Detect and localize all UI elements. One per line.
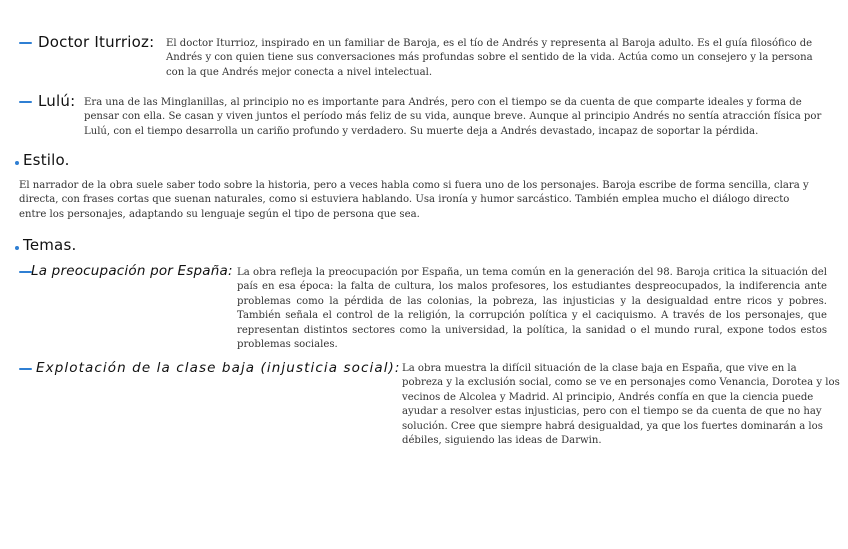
- espana-text: La obra refleja la preocupación por España, un tema común en la generación del 98. Baroja critica la situación del país en esa época: la falta de cultura, los malos profesores, los estudiantes despreocupados, la indiferencia ante problemas como la pérdida de las colonias, la pobreza, las injusticias y la desigualdad entre ricos y pobres. También señala el control de la religión, la corrupción política y el caciquismo. A través de los personajes, que representan distintos sectores como la universidad, la política, la sanidad o el mundo rural, expone todos estos problemas sociales.: [237, 267, 827, 351]
- espana-heading: La preocupación por España:: [31, 263, 233, 279]
- iturrioz-heading: Doctor Iturrioz:: [38, 33, 155, 51]
- lulu-text: Era una de las Minglanillas, al principio no es importante para Andrés, pero con el tiempo se da cuenta de que comparte ideales y forma de pensar con ella. Se casan y viven juntos el período más feliz de su vida, aunque breve. Aunque al principio Andrés no sentía atracción física por Lulú, con el tiempo desarrolla un cariño profundo y verdadero. Su muerte deja a Andrés devastado, incapaz de soportar la pérdida.: [84, 97, 822, 137]
- estilo-heading: Estilo.: [23, 151, 70, 169]
- explotacion-heading: Explotación de la clase baja (injusticia social):: [36, 360, 401, 376]
- estilo-text: El narrador de la obra suele saber todo sobre la historia, pero a veces habla como si fuera uno de los personajes. Baroja escribe de forma sencilla, clara y directa, con frases cortas que suenan naturales, como si estuviera hablando. Usa ironía y humor sarcástico. También emplea mucho el diálogo directo entre los personajes, adaptando su lenguaje según el tipo de persona que sea.: [19, 180, 809, 220]
- heading-dash: [19, 42, 32, 44]
- explotacion-text: La obra muestra la difícil situación de la clase baja en España, que vive en la pobreza y la exclusión social, como se ve en personajes como Venancia, Dorotea y los vecinos de Alcolea y Madrid. Al principio, Andrés confía en que la ciencia puede ayudar a resolver estas injusticias, pero con el tiempo se da cuenta de que no hay solución. Cree que siempre habrá desigualdad, ya que los fuertes dominarán a los débiles, siguiendo las ideas de Darwin.: [402, 363, 840, 447]
- bullet-point: [15, 161, 19, 165]
- bullet-point: [15, 246, 19, 250]
- heading-dash: [19, 101, 32, 103]
- heading-dash: [19, 368, 32, 370]
- temas-heading: Temas.: [23, 236, 77, 254]
- lulu-heading: Lulú:: [38, 92, 76, 110]
- iturrioz-text: El doctor Iturrioz, inspirado en un familiar de Baroja, es el tío de Andrés y representa al Baroja adulto. Es el guía filosófico de Andrés y con quien tiene sus conversaciones más profundas sobre el sentido de la vida. Actúa como un consejero y la persona con la que Andrés mejor conecta a nivel intelectual.: [166, 38, 813, 78]
